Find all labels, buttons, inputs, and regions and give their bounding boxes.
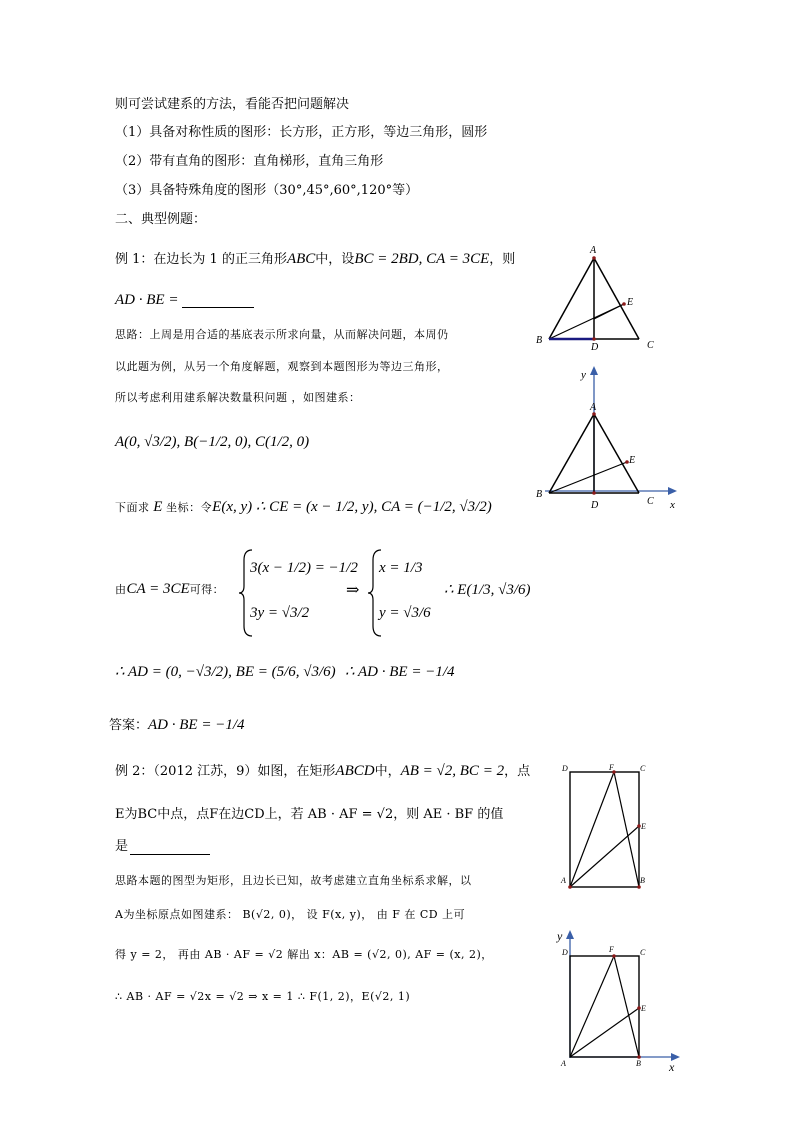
- ex1-find-e-mid: 坐标：令: [166, 501, 213, 514]
- ex2-q1-rect: ABCD: [335, 763, 375, 779]
- ex1-find-e-prefix: 下面求: [115, 501, 150, 514]
- figure-triangle: [535, 244, 675, 354]
- section-title: 二、典型例题：: [115, 212, 207, 227]
- ex2-hint-3: 得 y = 2， 再由 AB · AF = √2 解出 x：AB = (√2, 0), AF = (x, 2)，: [115, 948, 493, 961]
- figure-triangle-axes: [535, 366, 695, 516]
- ex1-hint-1: 思路：上周是用合适的基底表示所求向量，从而解决问题，本周仍: [115, 328, 449, 341]
- ex1-question: [115, 250, 515, 269]
- intro-line-3: （2）带有直角的图形：直角梯形，直角三角形: [115, 154, 384, 169]
- ex1-q-suffix: ，则: [489, 252, 516, 267]
- fig3-label-f: F: [609, 763, 614, 772]
- fig4-label-b: B: [636, 1059, 641, 1068]
- ex1-find-e: 下面求 E 坐标：令E(x, y) ∴ CE = (x − 1/2, y), CA = (−1/2, √3/2): [115, 499, 492, 515]
- intro-line-4: （3）具备特殊角度的图形（30°,45°,60°,120°等）: [115, 183, 419, 198]
- ex1-hint-2: 以此题为例，从另一个角度解题，观察到本题图形为等边三角形，: [115, 360, 449, 373]
- ex1-q-condition: BC = 2BD, CA = 3CE: [354, 251, 490, 267]
- ex2-hint-2: A为坐标原点如图建系： B(√2, 0)， 设 F(x, y)， 由 F 在 CD 上可: [115, 908, 466, 921]
- fig4-label-f: F: [609, 945, 614, 954]
- fig3-label-c: C: [640, 764, 646, 773]
- fig4-label-a: A: [561, 1059, 566, 1068]
- figure-rectangle-axes: [553, 928, 693, 1078]
- fig2-label-x: x: [670, 499, 675, 511]
- fig2-label-y: y: [581, 369, 586, 381]
- ex1-by: [115, 580, 224, 599]
- ex1-sys-left-1: 3(x − 1/2) = −1/2: [250, 560, 358, 576]
- ex2-answer-blank: [130, 854, 210, 855]
- fig2-label-d: D: [591, 500, 599, 511]
- ex2-hint-1: 思路本题的图型为矩形，且边长已知，故考虑建立直角坐标系求解，以: [115, 874, 472, 887]
- fig3-label-b: B: [640, 876, 645, 885]
- fig3-label-a: A: [561, 876, 566, 885]
- ex2-q1-condition: AB = √2, BC = 2: [400, 763, 505, 779]
- fig4-label-x: x: [669, 1060, 675, 1074]
- implies-arrow: ⇒: [346, 580, 360, 599]
- intro-line-2: （1）具备对称性质的图形：长方形，正方形，等边三角形，圆形: [115, 125, 488, 140]
- ex2-q1-prefix: 例 2：（2012 江苏，9）如图，在矩形: [115, 764, 336, 779]
- ex1-ask: AD · BE =: [115, 292, 179, 308]
- ex1-sys-right-2: y = √3/6: [379, 605, 431, 621]
- ex1-coords: A(0, √3/2), B(−1/2, 0), C(1/2, 0): [115, 434, 310, 450]
- ex1-hint-3: 所以考虑利用建系解决数量积问题 ，如图建系：: [115, 391, 361, 404]
- ex1-q-prefix: 例 1：在边长为 1 的正三角形: [115, 252, 287, 267]
- ex2-hint-4: ∴ AB · AF = √2x = √2 ⇒ x = 1 ∴ F(1, 2)，E(√2, 1): [115, 990, 411, 1003]
- ex2-question-3: 是: [115, 839, 129, 854]
- ex1-answer-value: AD · BE = −1/4: [148, 717, 245, 733]
- ex1-find-e-eq: E(x, y) ∴ CE = (x − 1/2, y), CA = (−1/2, √3/2): [212, 499, 492, 515]
- ex1-sys-right-1: x = 1/3: [379, 560, 423, 576]
- ex1-by-prefix: 由: [115, 583, 127, 596]
- ex1-q-mid: 中，设: [315, 252, 355, 267]
- fig1-label-a: A: [590, 245, 597, 256]
- fig2-label-a: A: [590, 402, 597, 413]
- fig1-label-d: D: [591, 342, 599, 353]
- ex2-question-1: [115, 762, 530, 781]
- fig4-label-e: E: [641, 1004, 646, 1013]
- ex1-by-mid: 可得：: [189, 583, 225, 596]
- fig1-label-b: B: [536, 335, 543, 346]
- ex2-q1-mid: 中，: [374, 764, 401, 779]
- ex1-sys-left-2: 3y = √3/2: [250, 605, 310, 621]
- ex1-answer-blank: [182, 307, 254, 308]
- ex1-vectors: ∴ AD = (0, −√3/2), BE = (5/6, √3/6): [115, 664, 336, 680]
- ex1-q-triangle: ABC: [286, 251, 316, 267]
- fig2-label-e: E: [629, 455, 636, 466]
- fig1-label-e: E: [627, 297, 634, 308]
- fig2-label-b: B: [536, 489, 543, 500]
- fig4-label-y: y: [557, 929, 563, 943]
- ex1-answer-label: 答案：: [109, 718, 149, 733]
- ex1-vector-result: ∴ AD · BE = −1/4: [345, 664, 455, 680]
- intro-line-1: 则可尝试建系的方法，看能否把问题解决: [115, 97, 350, 112]
- ex2-q1-suffix: ，点: [504, 764, 531, 779]
- fig3-label-d: D: [562, 764, 568, 773]
- figure-rectangle: [560, 762, 680, 897]
- fig4-label-c: C: [640, 948, 646, 957]
- fig3-label-e: E: [641, 822, 646, 831]
- fig4-label-d: D: [562, 948, 568, 957]
- fig2-label-c: C: [647, 496, 654, 507]
- ex1-by-cond: CA = 3CE: [126, 581, 190, 597]
- ex1-answer: [109, 716, 245, 735]
- fig1-label-c: C: [647, 340, 654, 351]
- ex1-e-result: ∴ E(1/3, √3/6): [444, 582, 531, 598]
- ex2-question-2: E为BC中点，点F在边CD上，若 AB · AF = √2，则 AE · BF 的值: [115, 807, 504, 822]
